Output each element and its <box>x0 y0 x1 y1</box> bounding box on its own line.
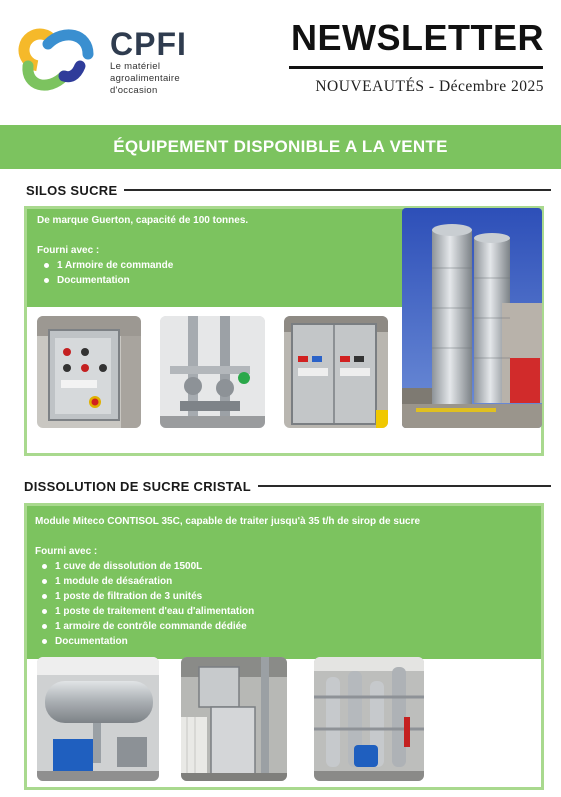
silos-description: De marque Guerton, capacité de 100 tonnes. <box>37 215 249 226</box>
section-rule <box>124 189 551 191</box>
list-item: 1 cuve de dissolution de 1500L <box>55 559 533 574</box>
brand-name: CPFI <box>110 26 187 62</box>
brand-tagline-line: agroalimentaire <box>110 73 180 84</box>
silos-description-box <box>27 209 403 307</box>
silos-supplied-label: Fourni avec : <box>37 245 100 256</box>
list-item: 1 armoire de contrôle commande dédiée <box>55 619 533 634</box>
dissolution-supplied-list <box>35 559 533 649</box>
photo-cabinet <box>284 316 388 428</box>
section-banner: ÉQUIPEMENT DISPONIBLE A LA VENTE <box>0 125 561 169</box>
list-item: Documentation <box>57 273 393 288</box>
cpfi-logo-icon <box>18 20 96 98</box>
section-title-dissolution: DISSOLUTION DE SUCRE CRISTAL <box>24 479 252 494</box>
list-item: 1 module de désaération <box>55 574 533 589</box>
dissolution-description: Module Miteco CONTISOL 35C, capable de traiter jusqu'à 35 t/h de sirop de sucre <box>35 516 421 527</box>
list-item: 1 poste de traitement d'eau d'alimentation <box>55 604 533 619</box>
section-title-silos: SILOS SUCRE <box>26 183 118 198</box>
title-divider <box>289 66 543 69</box>
dissolution-description-box <box>27 506 541 659</box>
brand-tagline <box>110 61 180 97</box>
newsletter-subtitle: NOUVEAUTÉS - Décembre 2025 <box>315 78 544 95</box>
brand-tagline-line: d'occasion <box>110 85 158 96</box>
list-item: 1 Armoire de commande <box>57 258 393 273</box>
newsletter-title: NEWSLETTER <box>291 17 544 58</box>
silos-supplied-list <box>37 258 393 288</box>
list-item: 1 poste de filtration de 3 unités <box>55 589 533 604</box>
brand-tagline-line: Le matériel <box>110 61 161 72</box>
list-item: Documentation <box>55 634 533 649</box>
photo-control-box <box>37 316 141 428</box>
photo-deaeration-module <box>181 657 287 781</box>
photo-dissolution-tank <box>37 657 159 781</box>
dissolution-supplied-label: Fourni avec : <box>35 546 98 557</box>
photo-filtration-station <box>314 657 424 781</box>
photo-valves <box>160 316 265 428</box>
photo-silos <box>402 208 542 428</box>
section-rule <box>258 485 551 487</box>
